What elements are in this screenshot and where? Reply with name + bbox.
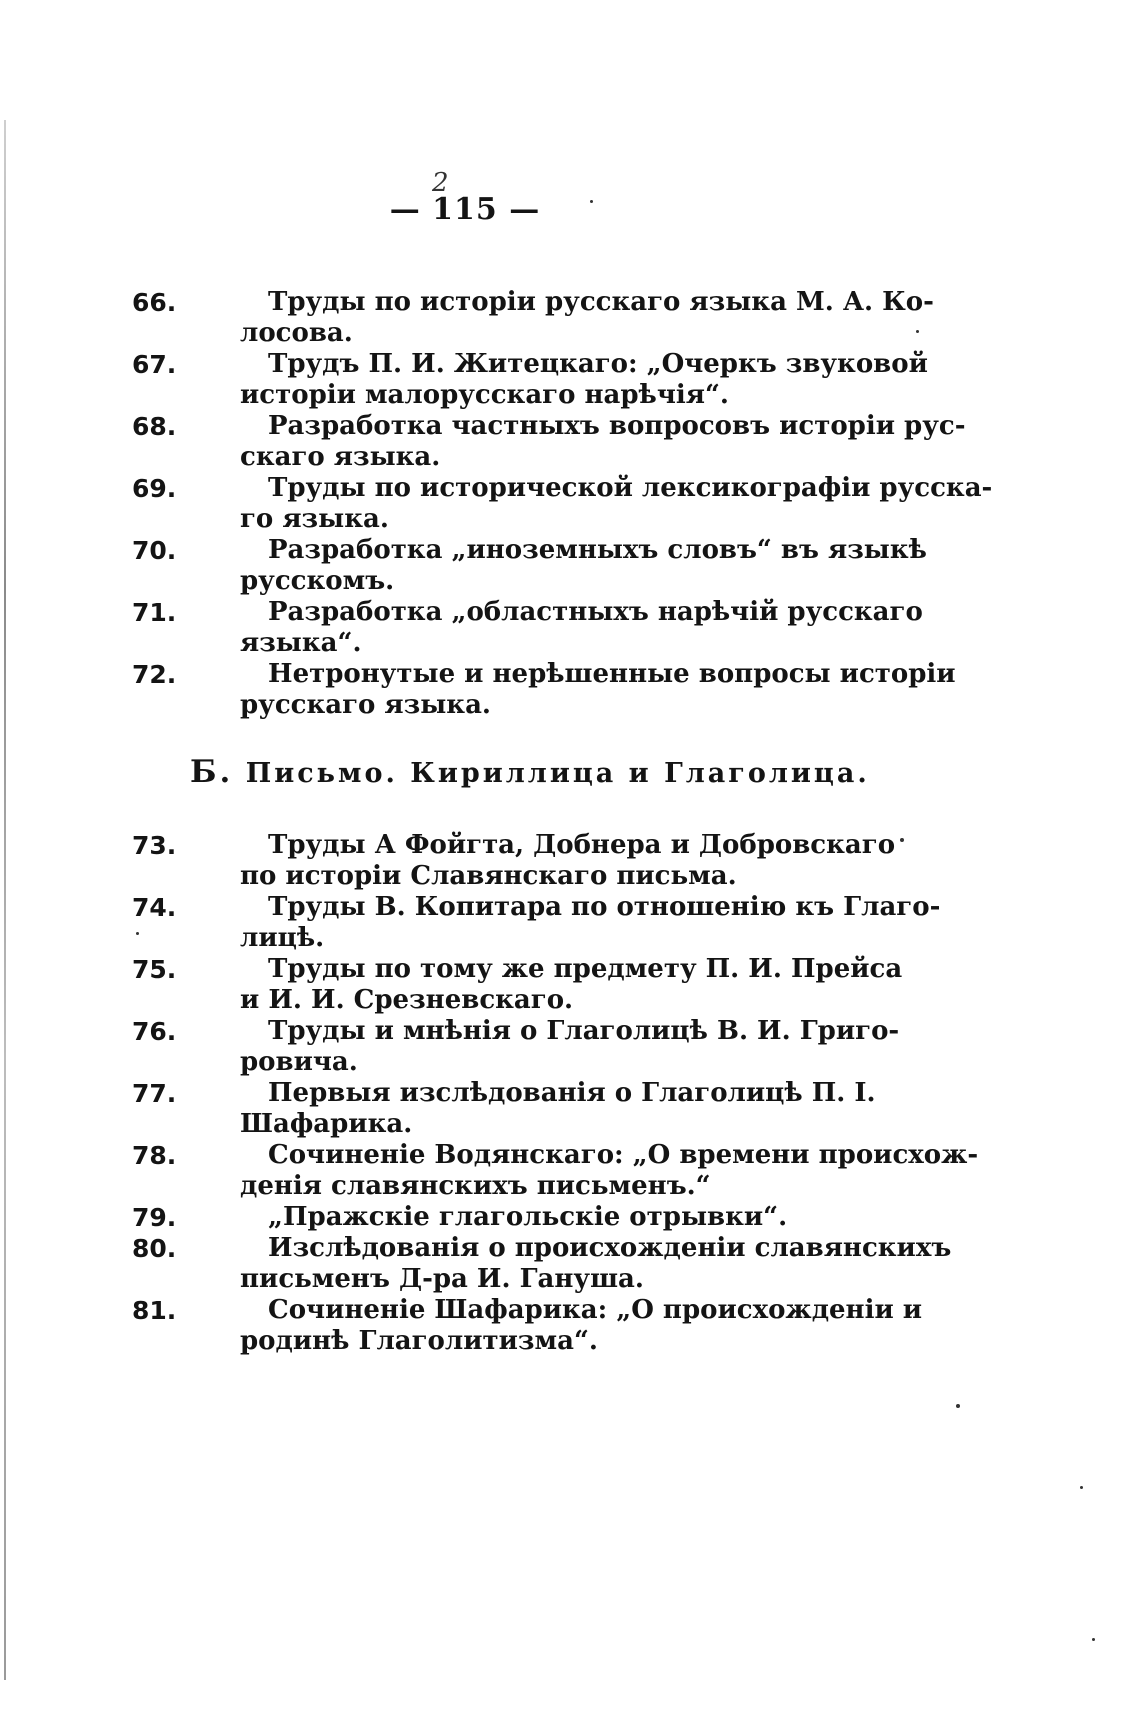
entry-number: 80. [132, 1234, 177, 1263]
entry-text-continuation: исторіи малорусскаго нарѣчія“. [240, 380, 729, 410]
entry-number: 68. [132, 412, 177, 441]
entry-number: 69. [132, 474, 177, 503]
section-letter: Б. [190, 754, 234, 790]
list-item [0, 830, 1140, 892]
entry-text-line: Нетронутые и нерѣшенные вопросы исторіи [268, 659, 956, 689]
entry-text-line: Труды В. Копитара по отношенію къ Глаго- [268, 892, 941, 922]
entry-number: 81. [132, 1296, 177, 1325]
list-item [0, 1202, 1140, 1233]
list-item [0, 1078, 1140, 1140]
entry-number: 72. [132, 660, 177, 689]
page-number: — 115 — [389, 192, 541, 227]
entry-number: 66. [132, 288, 177, 317]
entry-number: 74. [132, 893, 177, 922]
page-pencil-mark: 2 [432, 168, 449, 198]
print-speck [956, 1404, 960, 1408]
entry-number: 79. [132, 1203, 177, 1232]
entry-number: 76. [132, 1017, 177, 1046]
section-heading [190, 754, 870, 790]
entry-text-line: Изслѣдованія о происхожденіи славянскихъ [268, 1233, 952, 1263]
entry-text-continuation: ровича. [240, 1047, 358, 1077]
entry-text-line: Первыя изслѣдованія о Глаголицѣ П. І. [268, 1078, 876, 1108]
entry-number: 71. [132, 598, 177, 627]
list-item [0, 411, 1140, 473]
entry-number: 70. [132, 536, 177, 565]
entry-text-continuation: и И. И. Срезневскаго. [240, 985, 574, 1015]
entry-text-line: Разработка частныхъ вопросовъ исторіи рус- [268, 411, 966, 441]
entry-number: 75. [132, 955, 177, 984]
entry-text-line: Труды по исторіи русскаго языка М. А. Ко- [268, 287, 934, 317]
entry-text-line: Труды А Фойгта, Добнера и Добровскаго [268, 830, 896, 860]
list-item [0, 473, 1140, 535]
list-item [0, 287, 1140, 349]
entry-text-continuation: письменъ Д-ра И. Гануша. [240, 1264, 644, 1294]
entry-text-continuation: родинѣ Глаголитизма“. [240, 1326, 598, 1356]
list-item [0, 1140, 1140, 1202]
list-item [0, 892, 1140, 954]
entry-text-continuation: русскаго языка. [240, 690, 491, 720]
entry-text-line: Трудъ П. И. Житецкаго: „Очеркъ звуковой [268, 349, 928, 379]
entry-text-continuation: лосова. [240, 318, 353, 348]
entry-text-line: Труды и мнѣнія о Глаголицѣ В. И. Григо- [268, 1016, 900, 1046]
entry-text-continuation: денія славянскихъ письменъ.“ [240, 1171, 711, 1201]
entry-text-line: Сочиненіе Шафарика: „О происхожденіи и [268, 1295, 923, 1325]
entry-text-continuation: языка“. [240, 628, 362, 658]
list-item [0, 535, 1140, 597]
entry-number: 73. [132, 831, 177, 860]
list-item [0, 1016, 1140, 1078]
print-speck [1092, 1638, 1095, 1641]
print-speck [1080, 1486, 1083, 1489]
list-item [0, 954, 1140, 1016]
list-item [0, 1295, 1140, 1357]
entry-number: 78. [132, 1141, 177, 1170]
entry-text-continuation: лицѣ. [240, 923, 325, 953]
entry-text-continuation: Шафарика. [240, 1109, 413, 1139]
list-item [0, 349, 1140, 411]
entry-text-continuation: по исторіи Славянскаго письма. [240, 861, 737, 891]
section-title: Письмо. Кириллица и Глаголица. [245, 758, 870, 789]
list-item [0, 597, 1140, 659]
entry-text-line: Сочиненіе Водянскаго: „О времени происхож- [268, 1140, 979, 1170]
entry-text-line: Труды по тому же предмету П. И. Прейса [268, 954, 903, 984]
list-item [0, 659, 1140, 721]
entry-text-line: „Пражскіе глагольскіе отрывки“. [268, 1202, 788, 1232]
entry-text-line: Разработка „областныхъ нарѣчій русскаго [268, 597, 923, 627]
entry-text-continuation: го языка. [240, 504, 389, 534]
list-item [0, 1233, 1140, 1295]
entry-text-line: Разработка „иноземныхъ словъ“ въ языкѣ [268, 535, 927, 565]
entry-number: 67. [132, 350, 177, 379]
entry-text-line: Труды по исторической лексикографіи русска- [268, 473, 993, 503]
entry-text-continuation: русскомъ. [240, 566, 395, 596]
entry-number: 77. [132, 1079, 177, 1108]
entry-text-continuation: скаго языка. [240, 442, 441, 472]
